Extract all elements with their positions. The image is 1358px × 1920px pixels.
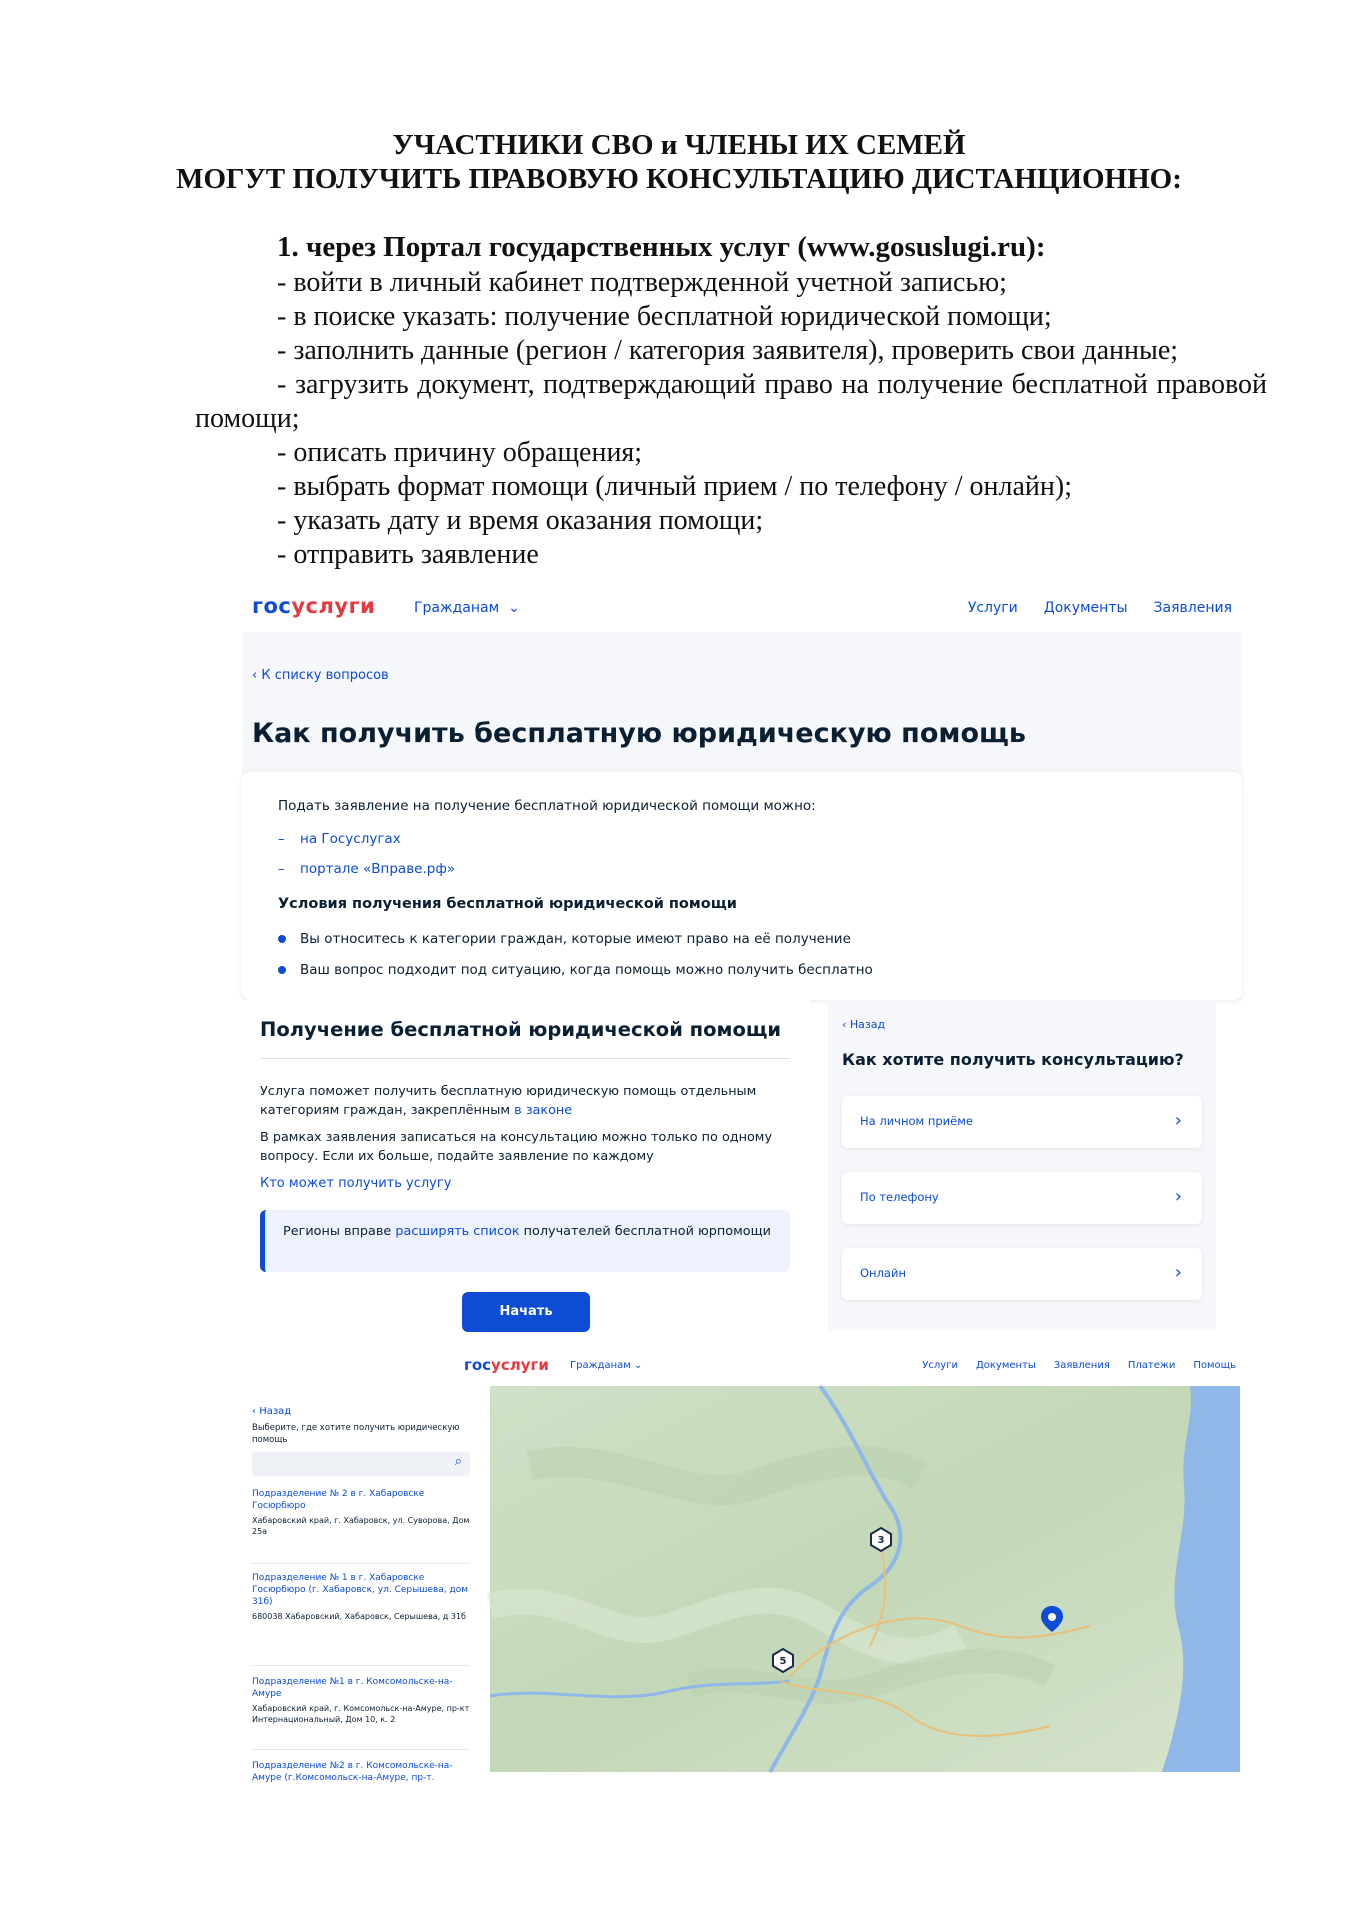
step-item: - отправить заявление: [277, 539, 539, 570]
condition-item: [278, 924, 873, 955]
back-to-questions-link[interactable]: [252, 668, 389, 683]
link-vprave[interactable]: – портале «Вправе.рф»: [278, 861, 456, 877]
step-item: - войти в личный кабинет подтвержденной учетной записью;: [277, 267, 1007, 298]
start-button[interactable]: Начать: [462, 1292, 590, 1332]
option-phone[interactable]: [842, 1172, 1202, 1224]
map-marker-cluster[interactable]: [773, 1649, 793, 1672]
chevron-right-icon: ›: [1174, 1110, 1182, 1131]
office-address: 680038 Хабаровский, Хабаровск, Серышева, д 31б: [252, 1612, 466, 1621]
portal-header: [242, 580, 1242, 632]
banner-text-2: получателей бесплатной юрпомощи: [519, 1224, 771, 1239]
banner-text-1: Регионы вправе: [283, 1224, 396, 1239]
chevron-down-icon: ⌄: [503, 600, 520, 616]
citizens-menu[interactable]: [414, 600, 520, 616]
condition-text: Вы относитесь к категории граждан, которые имеют право на её получение: [300, 931, 851, 947]
info-card: [242, 772, 1242, 1000]
map-land: [490, 1386, 1240, 1772]
conditions-list: [278, 924, 873, 986]
nav-documents[interactable]: Документы: [1043, 600, 1128, 616]
map-prompt: Выберите, где хотите получить юридическую помощь: [252, 1423, 460, 1445]
back-link[interactable]: [252, 1406, 291, 1417]
map-view[interactable]: [490, 1386, 1240, 1772]
nav-documents[interactable]: Документы: [975, 1360, 1036, 1371]
citizens-menu-label: Гражданам: [414, 600, 500, 616]
logo-part-uslugi: услуги: [291, 594, 376, 618]
title-line-1: УЧАСТНИКИ СВО и ЧЛЕНЫ ИХ СЕМЕЙ: [392, 129, 966, 161]
chevron-right-icon: ›: [1174, 1262, 1182, 1283]
office-address: Хабаровский край, г. Хабаровск, ул. Суворова, Дом 25а: [252, 1516, 470, 1536]
nav-payments[interactable]: Платежи: [1127, 1360, 1176, 1371]
list-item[interactable]: [252, 1572, 470, 1666]
gosuslugi-logo[interactable]: [464, 1356, 549, 1374]
step-item: - описать причину обращения;: [277, 437, 643, 468]
link-gosuslugi[interactable]: – на Госуслугах: [278, 831, 401, 847]
office-list-panel: [242, 1386, 478, 1783]
office-address: Хабаровский край, г. Комсомольск-на-Амуре, пр-кт Интернациональный, Дом 10, к. 2: [252, 1704, 470, 1724]
logo-part-gos: гос: [464, 1356, 492, 1374]
option-label: По телефону: [860, 1190, 939, 1204]
top-nav: [968, 600, 1232, 616]
logo-part-gos: гос: [252, 594, 292, 618]
nav-services[interactable]: Услуги: [922, 1360, 958, 1371]
link-gosuslugi-label: на Госуслугах: [300, 831, 401, 847]
nav-services[interactable]: Услуги: [967, 600, 1018, 616]
marker-count: 3: [877, 1535, 885, 1546]
gosuslugi-article-screenshot: [242, 580, 1242, 1000]
who-can-get-link[interactable]: Кто может получить услугу: [260, 1176, 452, 1191]
office-title: Подразделение №2 в г. Комсомольске-на-Амуре (г.Комсомольск-на-Амуре, пр-т.: [252, 1761, 453, 1783]
bullet-dot-icon: [278, 935, 286, 943]
office-title: Подразделение №1 в г. Комсомольске-на-Амуре: [252, 1677, 453, 1699]
back-label: Назад: [849, 1018, 886, 1031]
list-item[interactable]: [252, 1760, 470, 1783]
chevron-left-icon: ‹: [842, 1018, 850, 1031]
list-item[interactable]: [252, 1676, 470, 1750]
consultation-format-screenshot: [828, 1000, 1216, 1330]
chevron-left-icon: ‹: [252, 668, 262, 683]
conditions-title: Условия получения бесплатной юридической помощи: [278, 896, 737, 912]
logo-part-uslugi: услуги: [491, 1356, 549, 1374]
option-label: На личном приёме: [860, 1114, 973, 1128]
back-link[interactable]: [842, 1018, 885, 1031]
expand-list-link[interactable]: расширять список: [395, 1224, 520, 1239]
office-title: Подразделение № 1 в г. Хабаровске Госюрбюро (г. Хабаровск, ул. Серышева, дом 31б): [252, 1573, 469, 1607]
bullet-dot-icon: [278, 966, 286, 974]
page-title: Как получить бесплатную юридическую помощь: [252, 718, 1026, 749]
document-title: [0, 128, 1358, 196]
back-label: Назад: [259, 1406, 292, 1417]
link-vprave-label: портале «Вправе.рф»: [300, 861, 456, 877]
option-online[interactable]: [842, 1248, 1202, 1300]
card-links: [278, 824, 455, 884]
title-line-2: МОГУТ ПОЛУЧИТЬ ПРАВОВУЮ КОНСУЛЬТАЦИЮ ДИСТАНЦИОННО:: [176, 163, 1182, 195]
step-item: - указать дату и время оказания помощи;: [277, 505, 764, 536]
law-link[interactable]: в законе: [514, 1103, 573, 1118]
list-item[interactable]: [252, 1488, 470, 1564]
article-body: [242, 632, 1242, 1000]
gosuslugi-logo[interactable]: [252, 594, 375, 618]
step-heading: 1. через Портал государственных услуг (www.gosuslugi.ru):: [277, 231, 1046, 263]
consultation-question: Как хотите получить консультацию?: [842, 1050, 1184, 1069]
back-link-label: К списку вопросов: [261, 668, 389, 683]
office-map-screenshot: [242, 1346, 1242, 1783]
condition-text: Ваш вопрос подходит под ситуацию, когда помощь можно получить бесплатно: [300, 962, 873, 978]
service-screenshot: [242, 1000, 810, 1340]
search-input[interactable]: [252, 1452, 470, 1476]
marker-count: 5: [779, 1656, 787, 1667]
divider: [260, 1058, 790, 1059]
regions-banner: [260, 1210, 790, 1272]
service-title: Получение бесплатной юридической помощи: [260, 1018, 782, 1041]
chevron-right-icon: ›: [1174, 1186, 1182, 1207]
option-in-person[interactable]: [842, 1096, 1202, 1148]
option-label: Онлайн: [860, 1266, 906, 1280]
office-title: Подразделение № 2 в г. Хабаровске Госюрбюро: [252, 1489, 425, 1511]
step-item: - загрузить документ, подтверждающий право на получение бесплатной правовой помощи;: [195, 369, 1267, 434]
nav-help[interactable]: Помощь: [1193, 1360, 1236, 1371]
map-marker-cluster[interactable]: [871, 1528, 891, 1551]
map-svg[interactable]: [490, 1386, 1240, 1772]
step-item: - выбрать формат помощи (личный прием / по телефону / онлайн);: [277, 471, 1073, 502]
chevron-down-icon: ⌄: [630, 1360, 643, 1371]
service-description-text: Услуга поможет получить бесплатную юридическую помощь отдельным категориям граждан, закреплённым: [260, 1084, 757, 1118]
citizens-menu-label: Гражданам: [570, 1360, 631, 1371]
nav-applications[interactable]: Заявления: [1153, 600, 1232, 616]
service-description: [260, 1082, 800, 1120]
citizens-menu[interactable]: [570, 1360, 642, 1371]
step-item: - в поиске указать: получение бесплатной юридической помощи;: [277, 301, 1052, 332]
service-note: В рамках заявления записаться на консультацию можно только по одному вопросу. Если их больше, подайте заявление по каждому: [260, 1130, 773, 1164]
step-item: - заполнить данные (регион / категория заявителя), проверить свои данные;: [277, 335, 1179, 366]
nav-applications[interactable]: Заявления: [1053, 1360, 1110, 1371]
search-icon: ⌕: [454, 1454, 462, 1469]
top-nav: [922, 1360, 1236, 1371]
chevron-left-icon: ‹: [252, 1406, 260, 1417]
card-intro: Подать заявление на получение бесплатной юридической помощи можно:: [278, 798, 816, 814]
condition-item: [278, 955, 873, 986]
steps-list: [195, 266, 1267, 572]
pin-center: [1048, 1613, 1056, 1621]
